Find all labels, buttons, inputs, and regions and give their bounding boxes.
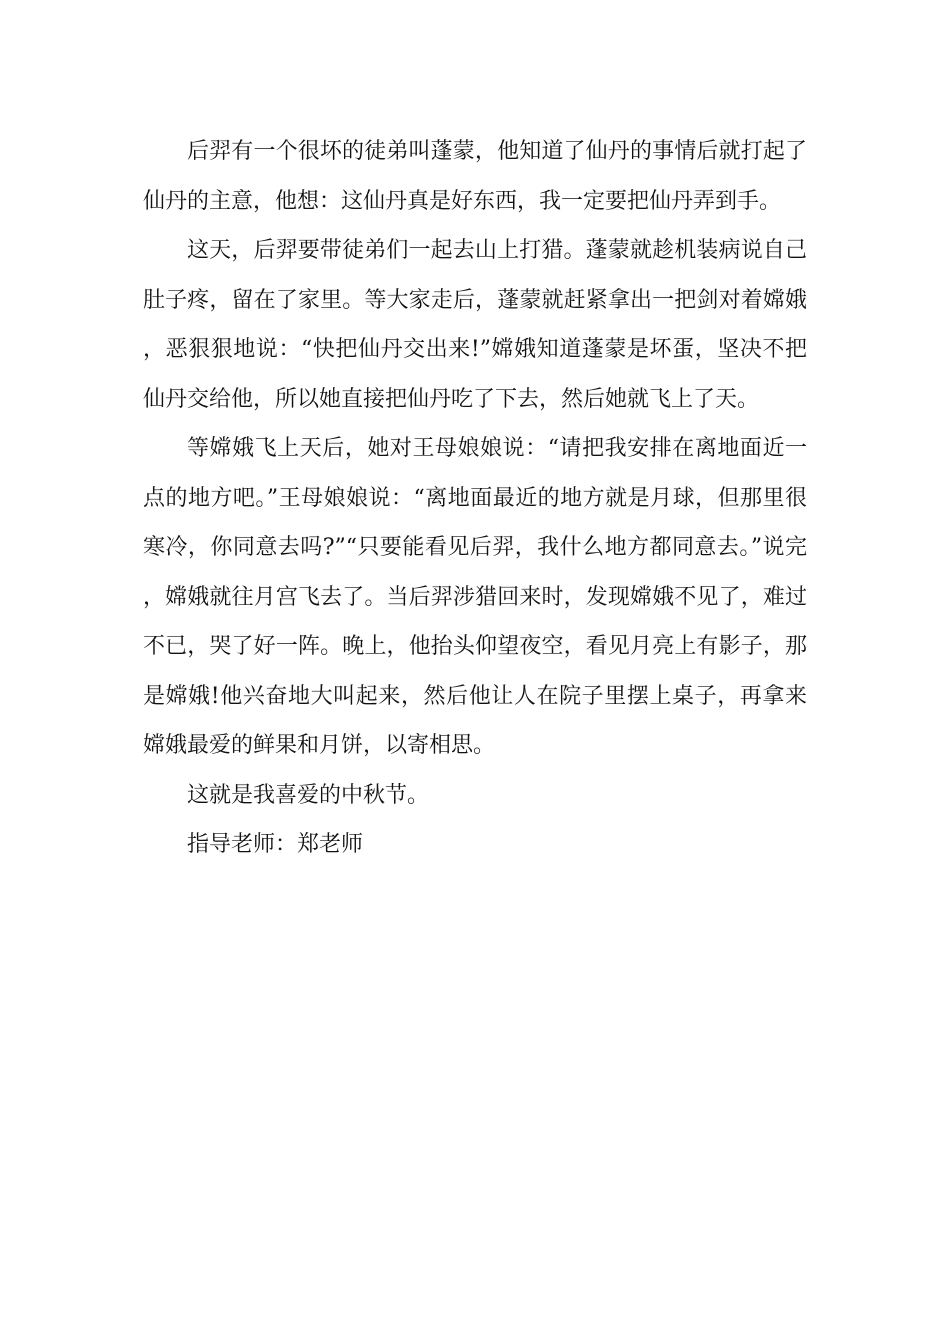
paragraph-conclusion: 这就是我喜爱的中秋节。 (187, 782, 430, 808)
paragraph-peng-meng: 后羿有一个很坏的徒弟叫蓬蒙，他知道了仙丹的事情后就打起了仙丹的主意，他想：这仙丹真是好东西，我一定要把仙丹弄到手。 (143, 139, 807, 214)
paragraph-hunting-day: 这天，后羿要带徒弟们一起去山上打猎。蓬蒙就趁机装病说自己肚子疼，留在了家里。等大家走后，蓬蒙就赶紧拿出一把剑对着嫦娥，恶狠狠地说：“快把仙丹交出来!”嫦娥知道蓬蒙是坏蛋，坚决不把仙丹交给他，所以她直接把仙丹吃了下去，然后她就飞上了天。 (143, 238, 807, 412)
paragraph-moon-palace: 等嫦娥飞上天后，她对王母娘娘说：“请把我安排在离地面近一点的地方吧。”王母娘娘说：“离地面最近的地方就是月球，但那里很寒冷，你同意去吗?”“只要能看见后羿，我什么地方都同意去。”说完，嫦娥就往月宫飞去了。当后羿涉猎回来时，发现嫦娥不见了，难过不已，哭了好一阵。晚上，他抬头仰望夜空，看见月亮上有影子，那是嫦娥!他兴奋地大叫起来，然后他让人在院子里摆上桌子，再拿来嫦娥最爱的鲜果和月饼，以寄相思。 (143, 436, 807, 758)
document-body (143, 127, 807, 870)
instructor-line: 指导老师：郑老师 (187, 832, 364, 857)
